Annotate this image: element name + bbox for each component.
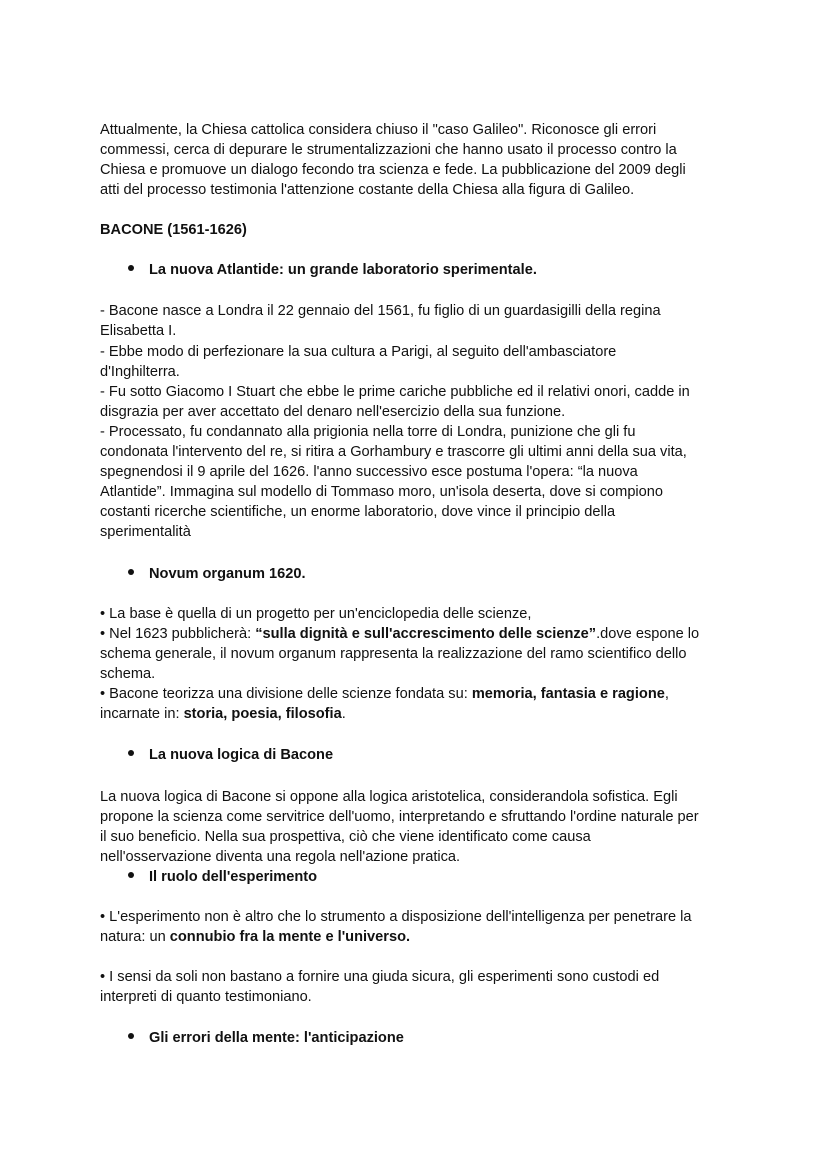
text-line bbox=[100, 684, 669, 704]
text-line: condonata l'intervento del re, si ritira a Gorhambury e trascorre gli ultimi anni della sua vita, bbox=[100, 444, 687, 460]
bullet-heading bbox=[128, 1028, 404, 1048]
bullet-icon bbox=[128, 569, 134, 575]
bullet-heading bbox=[128, 745, 333, 765]
text-line: - Processato, fu condannato alla prigionia nella torre di Londra, punizione che gli fu bbox=[100, 424, 636, 440]
text-span: • Nel 1623 pubblicherà: bbox=[100, 626, 256, 642]
text-line: interpreti di quanto testimoniano. bbox=[100, 989, 312, 1005]
text-line: commessi, cerca di depurare le strumentalizzazioni che hanno usato il processo contro la bbox=[100, 142, 677, 158]
text-line: Attualmente, la Chiesa cattolica considera chiuso il "caso Galileo". Riconosce gli errori bbox=[100, 122, 657, 138]
bullet-icon bbox=[128, 872, 134, 878]
text-line: il suo beneficio. Nella sua prospettiva, ciò che viene identificato come causa bbox=[100, 829, 591, 845]
text-line: Atlantide”. Immagina sul modello di Tommaso moro, un'isola deserta, dove si compiono bbox=[100, 484, 664, 500]
text-line: propone la scienza come servitrice dell'uomo, interpretando e sfruttando l'ordine naturale per bbox=[100, 809, 699, 825]
text-span: , bbox=[664, 686, 669, 702]
text-span: . bbox=[341, 706, 346, 722]
bullet-icon bbox=[128, 750, 134, 756]
text-line: - Fu sotto Giacomo I Stuart che ebbe le prime cariche pubbliche ed il relativi onori, cadde in bbox=[100, 384, 690, 400]
text-line: schema generale, il novum organum rappresenta la realizzazione del ramo scientifico dello bbox=[100, 646, 687, 662]
text-line: • I sensi da soli non bastano a fornire una giuda sicura, gli esperimenti sono custodi ed bbox=[100, 969, 660, 985]
bullet-heading bbox=[128, 260, 537, 280]
text-line: • La base è quella di un progetto per un'enciclopedia delle scienze, bbox=[100, 606, 532, 622]
bullet-icon bbox=[128, 265, 134, 271]
bold-span: connubio fra la mente e l'universo. bbox=[169, 929, 411, 945]
text-line: costanti ricerche scientifiche, un enorme laboratorio, dove vince il principio della bbox=[100, 504, 616, 520]
bullet-heading bbox=[128, 867, 317, 887]
text-span: natura: un bbox=[100, 929, 170, 945]
text-line: Elisabetta I. bbox=[100, 323, 177, 339]
text-span: • Bacone teorizza una divisione delle scienze fondata su: bbox=[100, 686, 472, 702]
text-line: atti del processo testimonia l'attenzione costante della Chiesa alla figura di Galileo. bbox=[100, 182, 635, 198]
text-line: - Bacone nasce a Londra il 22 gennaio del 1561, fu figlio di un guardasigilli della regina bbox=[100, 303, 661, 319]
text-line: - Ebbe modo di perfezionare la sua cultura a Parigi, al seguito dell'ambasciatore bbox=[100, 344, 617, 360]
bold-span: “sulla dignità e sull'accrescimento delle scienze” bbox=[255, 626, 597, 642]
text-line: spegnendosi il 9 aprile del 1626. l'anno successivo esce postuma l'opera: “la nuova bbox=[100, 464, 638, 480]
text-line: nell'osservazione diventa una regola nell'azione pratica. bbox=[100, 849, 461, 865]
text-line: d'Inghilterra. bbox=[100, 364, 180, 380]
bullet-heading-text: La nuova logica di Bacone bbox=[149, 747, 334, 763]
text-span: incarnate in: bbox=[100, 706, 184, 722]
text-line bbox=[100, 704, 346, 724]
text-line: La nuova logica di Bacone si oppone alla logica aristotelica, considerandola sofistica. Egli bbox=[100, 789, 678, 805]
text-line: schema. bbox=[100, 666, 156, 682]
bullet-heading bbox=[128, 564, 306, 584]
text-line bbox=[100, 624, 699, 644]
bullet-heading-text: Novum organum 1620. bbox=[149, 566, 306, 582]
bold-span: storia, poesia, filosofia bbox=[183, 706, 342, 722]
bullet-heading-text: La nuova Atlantide: un grande laboratorio sperimentale. bbox=[149, 262, 537, 278]
bold-span: memoria, fantasia e ragione bbox=[471, 686, 665, 702]
text-span: .dove espone lo bbox=[596, 626, 700, 642]
text-line: disgrazia per aver accettato del denaro nell'esercizio della sua funzione. bbox=[100, 404, 566, 420]
section-heading: BACONE (1561-1626) bbox=[100, 222, 247, 238]
text-line: sperimentalità bbox=[100, 524, 191, 540]
bullet-heading-text: Il ruolo dell'esperimento bbox=[149, 869, 318, 885]
bullet-heading-text: Gli errori della mente: l'anticipazione bbox=[149, 1030, 404, 1046]
bullet-icon bbox=[128, 1033, 134, 1039]
text-line bbox=[100, 927, 410, 947]
text-line: Chiesa e promuove un dialogo fecondo tra scienza e fede. La pubblicazione del 2009 degli bbox=[100, 162, 686, 178]
text-line: • L'esperimento non è altro che lo strumento a disposizione dell'intelligenza per penetrare la bbox=[100, 909, 692, 925]
